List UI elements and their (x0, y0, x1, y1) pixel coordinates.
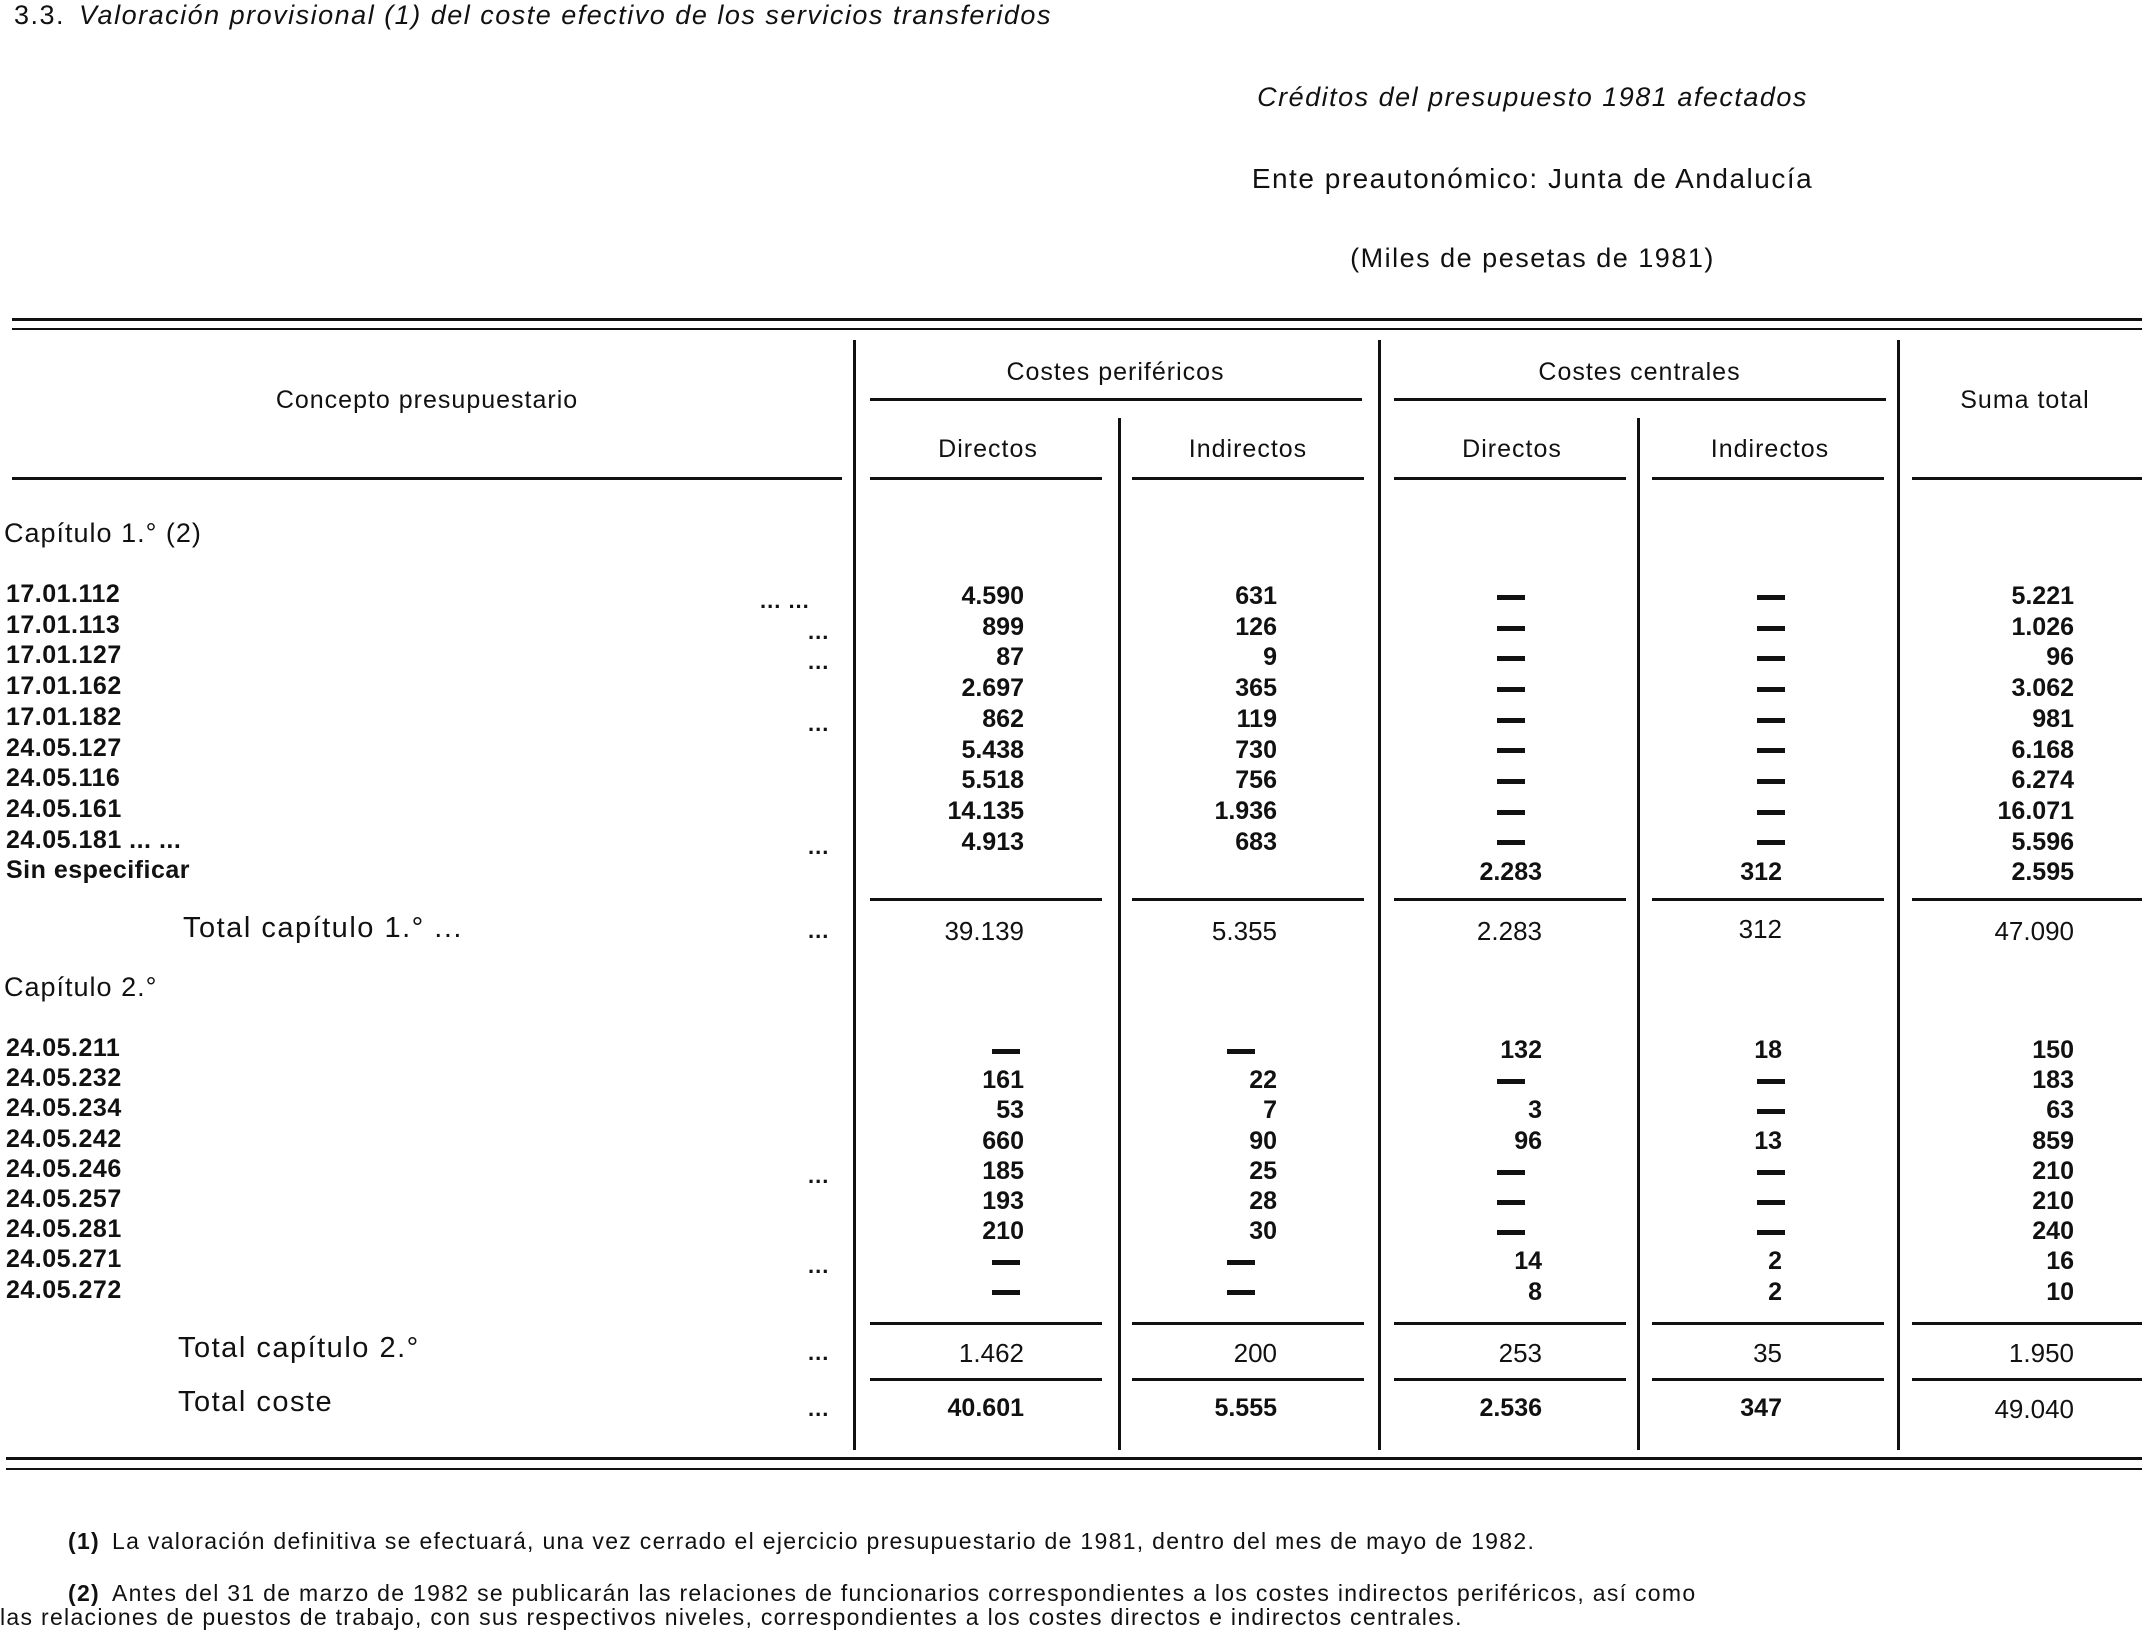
total-ch1-directos-perifericos: 39.139 (944, 916, 1024, 946)
dash-icon (1497, 810, 1525, 815)
header-perifericos-directos: Directos (938, 435, 1038, 463)
footnote-1-text: La valoración definitiva se efectuará, una vez cerrado el ejercicio presupuestario de 1981, dentro del mes de mayo de 1982. (112, 1528, 1536, 1554)
cell-indirectos-perifericos: 365 (1235, 674, 1277, 703)
dash-icon (1497, 595, 1525, 600)
total-ch1-directos-centrales: 2.283 (1476, 916, 1542, 946)
cell-suma-total: 16 (2046, 1247, 2074, 1276)
cell-suma-total: 6.168 (2011, 735, 2074, 764)
total-ch2-suma: 1.950 (2008, 1338, 2074, 1368)
cell-suma-total: 210 (2032, 1156, 2074, 1185)
dash-directos-centrales (1440, 797, 1582, 826)
budget-concept-code: 24.05.181 ... ... (6, 825, 182, 854)
cell-suma-total: 183 (2032, 1066, 2074, 1095)
section-number: 3.3. (14, 0, 66, 30)
cell-directos-perifericos: 660 (982, 1126, 1024, 1155)
cell-indirectos-perifericos: 9 (1263, 643, 1277, 672)
dash-indirectos-perifericos (1170, 1036, 1312, 1065)
leader-dots: ... (808, 918, 830, 943)
cell-directos-perifericos: 899 (982, 612, 1024, 641)
cell-directos-perifericos: 5.438 (961, 735, 1024, 764)
dash-indirectos-centrales (1700, 643, 1842, 672)
section-title-text: Valoración provisional (1) del coste efectivo de los servicios transferidos (79, 0, 1052, 30)
header-suma-total: Suma total (1960, 386, 2090, 414)
cell-indirectos-centrales: 18 (1754, 1036, 1782, 1064)
dash-indirectos-centrales (1700, 736, 1842, 765)
dash-directos-centrales (1440, 643, 1582, 672)
leader-dots: ... (808, 1396, 830, 1421)
total-coste-label: Total coste (178, 1386, 334, 1418)
dash-directos-centrales (1440, 1066, 1582, 1095)
grand-total-suma: 49.040 (1994, 1394, 2074, 1424)
header-costes-centrales: Costes centrales (1538, 358, 1741, 386)
top-rule (12, 318, 2142, 321)
cell-indirectos-perifericos: 7 (1263, 1096, 1277, 1125)
budget-concept-code: 24.05.271 (6, 1245, 122, 1274)
budget-concept-code: Sin especificar (6, 856, 190, 885)
leader-dots: ... (808, 710, 830, 736)
grand-total-directos-perifericos: 40.601 (947, 1394, 1024, 1422)
cell-indirectos-perifericos: 90 (1249, 1126, 1277, 1155)
budget-concept-code: 17.01.182 (6, 702, 122, 731)
cell-directos-perifericos: 185 (982, 1156, 1024, 1185)
dash-icon (1497, 718, 1525, 723)
cell-directos-perifericos: 53 (996, 1096, 1024, 1125)
cell-suma-total: 3.062 (2011, 674, 2074, 703)
table-subtitle: Créditos del presupuesto 1981 afectados (1257, 82, 1808, 112)
cell-suma-total: 5.596 (2011, 827, 2074, 856)
dash-directos-perifericos (935, 1278, 1077, 1307)
budget-concept-code: 24.05.246 (6, 1154, 122, 1183)
total-chapter-2-label: Total capítulo 2.° (178, 1332, 420, 1364)
dash-icon (1497, 840, 1525, 845)
cell-directos-centrales: 3 (1528, 1096, 1542, 1125)
cell-indirectos-perifericos: 119 (1236, 704, 1277, 733)
dash-icon (1227, 1260, 1255, 1265)
header-costes-perifericos: Costes periféricos (1006, 358, 1225, 386)
bottom-rule-2 (6, 1468, 2142, 1470)
cell-indirectos-centrales: 312 (1740, 858, 1782, 887)
cell-indirectos-centrales: 2 (1768, 1277, 1782, 1306)
dash-icon (1757, 1230, 1785, 1235)
dash-icon (1497, 1079, 1525, 1084)
cell-indirectos-centrales: 13 (1754, 1126, 1782, 1155)
footnote-2-text-line1: Antes del 31 de marzo de 1982 se publicarán las relaciones de funcionarios correspondientes a los costes indirectos periféricos, así como (112, 1580, 1697, 1606)
top-rule-2 (12, 328, 2142, 330)
section-title (14, 0, 1052, 31)
budget-concept-code: 17.01.112 (6, 580, 121, 608)
cell-indirectos-perifericos: 126 (1235, 612, 1277, 641)
dash-indirectos-centrales (1700, 1157, 1842, 1186)
cell-directos-centrales: 96 (1514, 1126, 1542, 1155)
subtotal-rule (1394, 898, 1626, 901)
subtotal-rule (1912, 1322, 2142, 1325)
cell-directos-perifericos: 2.697 (961, 674, 1024, 703)
total-ch2-directos-perifericos: 1.462 (958, 1338, 1024, 1368)
dash-icon (1497, 1200, 1525, 1205)
cell-indirectos-perifericos: 30 (1249, 1217, 1277, 1246)
total-ch1-suma: 47.090 (1994, 916, 2074, 946)
cell-suma-total: 210 (2032, 1187, 2074, 1215)
dash-icon (1757, 687, 1785, 692)
chapter-1-heading: Capítulo 1.° (2) (4, 518, 202, 548)
dash-icon (992, 1049, 1020, 1054)
dash-indirectos-centrales (1700, 828, 1842, 857)
subtotal-rule (1652, 1322, 1884, 1325)
cell-suma-total: 150 (2032, 1036, 2074, 1064)
col-divider (853, 340, 856, 1450)
cell-directos-perifericos: 210 (982, 1217, 1024, 1246)
total-rule (1394, 1378, 1626, 1381)
budget-concept-code: 24.05.161 (6, 794, 122, 823)
header-rule (1912, 477, 2142, 480)
dash-directos-centrales (1440, 674, 1582, 703)
dash-icon (1757, 1109, 1785, 1114)
cell-directos-perifericos: 5.518 (961, 766, 1024, 795)
total-ch1-indirectos-centrales: 312 (1738, 914, 1782, 944)
budget-concept-code: 24.05.211 (6, 1034, 121, 1062)
leader-dots: ... (808, 649, 830, 675)
cell-directos-centrales: 14 (1514, 1247, 1542, 1276)
budget-concept-code: 24.05.234 (6, 1094, 122, 1123)
chapter-2-heading: Capítulo 2.° (4, 972, 158, 1002)
cell-suma-total: 96 (2046, 643, 2074, 672)
dash-directos-centrales (1440, 705, 1582, 734)
leader-dots: ... (808, 833, 830, 859)
cell-suma-total: 2.595 (2011, 858, 2074, 887)
dash-indirectos-centrales (1700, 582, 1842, 611)
header-rule (12, 477, 842, 480)
dash-indirectos-centrales (1700, 613, 1842, 642)
dash-icon (1757, 595, 1785, 600)
leader-dots: ... ... (760, 588, 810, 613)
cell-indirectos-perifericos: 756 (1235, 766, 1277, 795)
dash-directos-centrales (1440, 766, 1582, 795)
leader-dots: ... (808, 1340, 830, 1365)
col-divider (1378, 340, 1381, 1450)
subtotal-rule (1652, 898, 1884, 901)
grand-total-directos-centrales: 2.536 (1479, 1394, 1542, 1422)
cell-suma-total: 16.071 (1997, 796, 2074, 825)
dash-icon (1757, 1200, 1785, 1205)
dash-icon (1757, 840, 1785, 845)
dash-directos-centrales (1440, 1217, 1582, 1246)
header-rule (1394, 477, 1626, 480)
budget-concept-code: 17.01.162 (6, 672, 122, 701)
cell-directos-centrales: 132 (1500, 1036, 1542, 1064)
subtotal-rule (1394, 1322, 1626, 1325)
dash-icon (1497, 1170, 1525, 1175)
footnote-1-mark: (1) (68, 1528, 101, 1554)
dash-icon (1227, 1049, 1255, 1054)
budget-concept-code: 24.05.127 (6, 733, 122, 762)
cell-suma-total: 63 (2046, 1096, 2074, 1125)
grand-total-indirectos-centrales: 347 (1740, 1394, 1782, 1422)
total-ch2-directos-centrales: 253 (1498, 1338, 1542, 1368)
cell-suma-total: 981 (2032, 704, 2074, 733)
dash-indirectos-centrales (1700, 766, 1842, 795)
header-perifericos-indirectos: Indirectos (1188, 435, 1308, 463)
footnote-1 (68, 1528, 1535, 1555)
dash-indirectos-centrales (1700, 674, 1842, 703)
budget-concept-code: 24.05.272 (6, 1275, 122, 1304)
footnote-2-mark: (2) (68, 1580, 101, 1606)
dash-directos-centrales (1440, 613, 1582, 642)
footnote-2 (68, 1580, 1696, 1607)
total-ch2-indirectos-perifericos: 200 (1233, 1338, 1277, 1368)
header-rule (1132, 477, 1364, 480)
cell-suma-total: 10 (2046, 1277, 2074, 1306)
dash-indirectos-centrales (1700, 1096, 1842, 1125)
cell-directos-perifericos: 161 (982, 1066, 1024, 1095)
dash-icon (1757, 656, 1785, 661)
cell-directos-centrales: 8 (1528, 1277, 1542, 1306)
cell-indirectos-perifericos: 683 (1235, 827, 1277, 856)
dash-icon (1757, 1170, 1785, 1175)
dash-icon (1497, 687, 1525, 692)
cell-directos-perifericos: 87 (996, 643, 1024, 672)
dash-directos-centrales (1440, 828, 1582, 857)
total-rule (870, 1378, 1102, 1381)
dash-icon (1497, 779, 1525, 784)
dash-directos-centrales (1440, 736, 1582, 765)
total-rule (1652, 1378, 1884, 1381)
grand-total-indirectos-perifericos: 5.555 (1214, 1394, 1277, 1422)
dash-indirectos-centrales (1700, 797, 1842, 826)
total-rule (1132, 1378, 1364, 1381)
dash-directos-perifericos (935, 1036, 1077, 1065)
dash-icon (1757, 1079, 1785, 1084)
dash-directos-perifericos (935, 1247, 1077, 1276)
budget-concept-code: 17.01.113 (6, 610, 121, 639)
footnote-2-continued: las relaciones de puestos de trabajo, con sus respectivos niveles, correspondientes a los costes directos e indirectos centrales. (0, 1604, 1463, 1630)
col-divider (1637, 418, 1640, 1450)
dash-icon (1497, 656, 1525, 661)
header-concepto: Concepto presupuestario (275, 386, 579, 414)
cell-directos-perifericos: 862 (982, 704, 1024, 733)
leader-dots: ... (808, 618, 830, 644)
cell-suma-total: 240 (2032, 1217, 2074, 1246)
col-divider (1118, 418, 1121, 1450)
dash-indirectos-perifericos (1170, 1278, 1312, 1307)
header-centrales-directos: Directos (1462, 435, 1562, 463)
dash-directos-centrales (1440, 582, 1582, 611)
leader-dots: ... (808, 1253, 830, 1279)
dash-indirectos-centrales (1700, 1066, 1842, 1095)
cell-indirectos-perifericos: 25 (1249, 1156, 1277, 1185)
dash-icon (1757, 779, 1785, 784)
header-centrales-indirectos: Indirectos (1710, 435, 1830, 463)
cell-indirectos-perifericos: 1.936 (1214, 796, 1277, 825)
subtotal-rule (1912, 898, 2142, 901)
dash-icon (1757, 626, 1785, 631)
units-label: (Miles de pesetas de 1981) (1350, 243, 1715, 273)
cell-suma-total: 859 (2032, 1126, 2074, 1155)
subtotal-rule (1132, 898, 1364, 901)
budget-concept-code: 24.05.257 (6, 1185, 122, 1213)
subtotal-rule (870, 898, 1102, 901)
cell-suma-total: 5.221 (2011, 582, 2074, 610)
dash-icon (1497, 626, 1525, 631)
cell-indirectos-perifericos: 631 (1235, 582, 1277, 610)
entity-name: Ente preautonómico: Junta de Andalucía (1251, 163, 1814, 194)
header-rule (1652, 477, 1884, 480)
dash-icon (992, 1290, 1020, 1295)
subtotal-rule (870, 1322, 1102, 1325)
dash-icon (1757, 718, 1785, 723)
budget-concept-code: 24.05.232 (6, 1064, 122, 1093)
cell-directos-perifericos: 14.135 (947, 796, 1024, 825)
dash-icon (1497, 748, 1525, 753)
total-chapter-1-label: Total capítulo 1.° ... (183, 912, 463, 944)
total-rule (1912, 1378, 2142, 1381)
cell-indirectos-perifericos: 22 (1249, 1066, 1277, 1095)
budget-concept-code: 24.05.116 (6, 764, 121, 793)
dash-icon (992, 1260, 1020, 1265)
budget-concept-code: 24.05.242 (6, 1124, 122, 1153)
dash-directos-centrales (1440, 1187, 1582, 1216)
budget-concept-code: 17.01.127 (6, 641, 122, 670)
dash-indirectos-centrales (1700, 705, 1842, 734)
dash-icon (1757, 748, 1785, 753)
cell-suma-total: 6.274 (2011, 766, 2074, 795)
budget-concept-code: 24.05.281 (6, 1215, 122, 1244)
dash-icon (1497, 1230, 1525, 1235)
dash-indirectos-centrales (1700, 1217, 1842, 1246)
dash-icon (1757, 810, 1785, 815)
group-rule (870, 398, 1362, 401)
bottom-rule (6, 1457, 2142, 1460)
leader-dots: ... (808, 1162, 830, 1188)
dash-indirectos-centrales (1700, 1187, 1842, 1216)
cell-directos-perifericos: 4.913 (961, 827, 1024, 856)
dash-directos-centrales (1440, 1157, 1582, 1186)
total-ch1-indirectos-perifericos: 5.355 (1211, 916, 1277, 946)
cell-directos-perifericos: 193 (982, 1187, 1024, 1215)
cell-indirectos-perifericos: 730 (1235, 735, 1277, 764)
total-ch2-indirectos-centrales: 35 (1753, 1338, 1782, 1368)
subtotal-rule (1132, 1322, 1364, 1325)
cell-indirectos-perifericos: 28 (1249, 1187, 1277, 1215)
header-rule (870, 477, 1102, 480)
cell-directos-perifericos: 4.590 (961, 582, 1024, 610)
cell-suma-total: 1.026 (2011, 612, 2074, 641)
cell-directos-centrales: 2.283 (1479, 858, 1542, 887)
dash-indirectos-perifericos (1170, 1247, 1312, 1276)
cell-indirectos-centrales: 2 (1768, 1247, 1782, 1276)
group-rule (1394, 398, 1886, 401)
dash-icon (1227, 1290, 1255, 1295)
